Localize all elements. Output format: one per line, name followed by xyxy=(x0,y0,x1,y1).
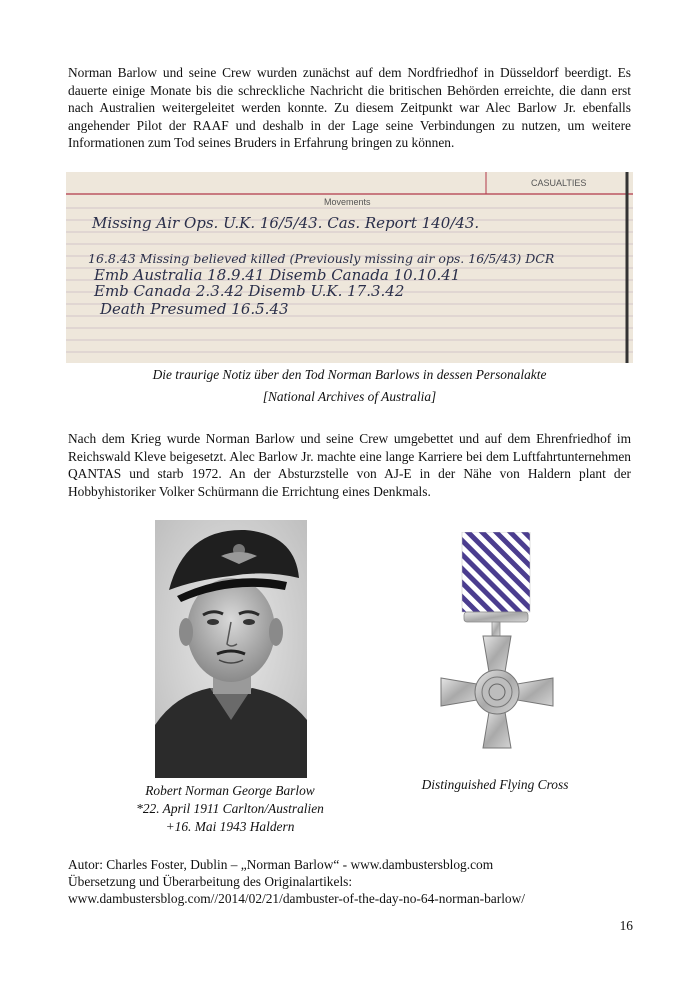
portrait-photo xyxy=(155,520,307,778)
record-header-casualties: CASUALTIES xyxy=(531,178,587,188)
record-line-4: Emb Canada 2.3.42 Disemb U.K. 17.3.42 xyxy=(94,282,405,300)
record-line-3: Emb Australia 18.9.41 Disemb Canada 10.10.41 xyxy=(94,266,461,284)
footer-url[interactable]: www.dambustersblog.com//2014/02/21/dambuster-of-the-day-no-64-norman-barlow/ xyxy=(68,891,526,906)
record-source: [National Archives of Australia] xyxy=(262,389,437,404)
record-caption xyxy=(68,364,631,408)
medal-image xyxy=(436,532,558,764)
personnel-record-image xyxy=(66,172,633,363)
portrait-caption xyxy=(120,782,340,836)
portrait-died: +16. Mai 1943 Haldern xyxy=(165,819,295,834)
footer xyxy=(68,856,631,907)
record-line-1: Missing Air Ops. U.K. 16/5/43. Cas. Report 140/43. xyxy=(92,214,480,232)
footer-translation: Übersetzung und Überarbeitung des Originalartikels: xyxy=(68,874,353,889)
medal-caption: Distinguished Flying Cross xyxy=(421,777,569,792)
portrait-born: *22. April 1911 Carlton/Australien xyxy=(136,801,324,816)
intro-paragraph: Norman Barlow und seine Crew wurden zunächst auf dem Nordfriedhof in Düsseldorf beerdigt. Es dauerte einige Monate bis die schreckliche Nachricht die britischen Behörden erreichte, die dann erst nach Australien weitergeleitet werden konnte. Zu diesem Zeitpunkt war Alec Barlow Jr. ebenfalls angehender Pilot der RAAF und deshalb in der Lage seine Verbindungen zu nutzen, um weitere Informationen zum Tod seines Bruders in Erfahrung bringen zu können. xyxy=(68,65,631,151)
second-paragraph: Nach dem Krieg wurde Norman Barlow und seine Crew umgebettet und auf dem Ehrenfriedhof im Reichswald Kleve beigesetzt. Alec Barlow Jr. machte eine lange Karriere bei dem Luftfahrtunternehmen QANTAS und starb 1972. An der Absturzstelle von AJ-E in der Nähe von Haldern plant der Hobbyhistoriker Volker Schürmann die Errichtung eines Denkmals. xyxy=(68,431,631,499)
record-line-5: Death Presumed 16.5.43 xyxy=(100,300,289,318)
record-header-movements: Movements xyxy=(324,197,371,207)
page-number: 16 xyxy=(619,918,633,933)
footer-author: Autor: Charles Foster, Dublin – „Norman Barlow“ - www.dambustersblog.com xyxy=(68,857,494,872)
portrait-name: Robert Norman George Barlow xyxy=(145,783,315,798)
record-caption-text: Die traurige Notiz über den Tod Norman Barlows in dessen Personalakte xyxy=(152,367,547,382)
record-line-2: 16.8.43 Missing believed killed (Previously missing air ops. 16/5/43) DCR xyxy=(88,251,555,266)
